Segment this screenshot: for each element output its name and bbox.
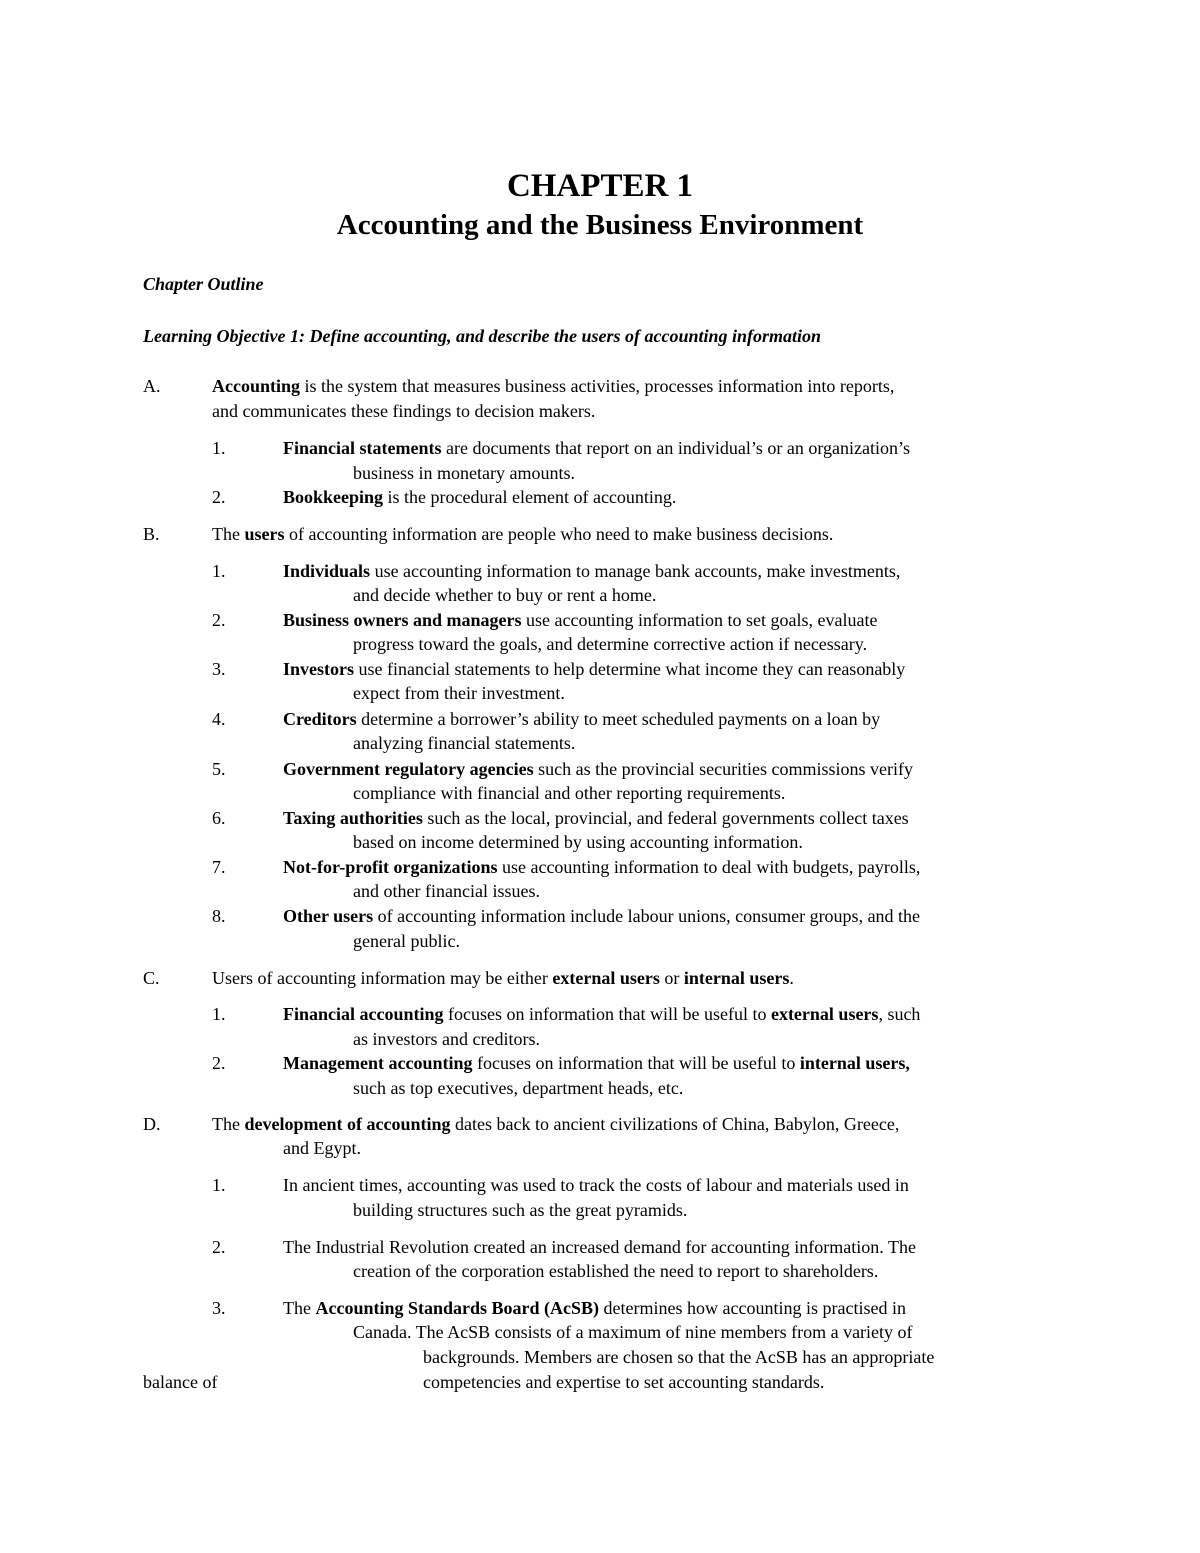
b-item-3-body: use financial statements to help determine what income they can reasonably — [354, 659, 906, 679]
b-item-3-term: Investors — [283, 659, 354, 679]
b-item-8-cont: general public. — [353, 931, 460, 951]
b-item-7-cont: and other financial issues. — [353, 881, 540, 901]
d-item-3-cont-2: backgrounds. Members are chosen so that the AcSB has an appropriate — [423, 1347, 935, 1367]
section-b-pre: The — [212, 524, 245, 544]
section-c-term-2: internal users — [683, 968, 790, 988]
c-item-1-term-2: external users — [770, 1004, 879, 1024]
b-item-1-body: use accounting information to manage bank accounts, make investments, — [370, 561, 901, 581]
a-item-2-body: is the procedural element of accounting. — [383, 487, 677, 507]
section-d-marker: D. — [143, 1114, 161, 1134]
a-item-2-term: Bookkeeping — [283, 487, 384, 507]
b-item-1-term: Individuals — [283, 561, 371, 581]
section-c-post: . — [789, 968, 794, 988]
b-item-4-body: determine a borrower’s ability to meet scheduled payments on a loan by — [356, 709, 881, 729]
b-item-5 — [283, 757, 913, 781]
section-b-body: of accounting information are people who need to make business decisions. — [284, 524, 834, 544]
a-item-1-cont: business in monetary amounts. — [353, 463, 575, 483]
b-item-3-number: 3. — [212, 659, 226, 679]
section-a-term: Accounting — [212, 376, 301, 396]
a-item-1-body: are documents that report on an individual’s or an organization’s — [441, 438, 911, 458]
c-item-2-number: 2. — [212, 1053, 226, 1073]
b-item-4-term: Creditors — [283, 709, 357, 729]
c-item-1-cont: as investors and creditors. — [353, 1029, 540, 1049]
b-item-2-body: use accounting information to set goals, evaluate — [521, 610, 878, 630]
d-item-3-cont-3: competencies and expertise to set accounting standards. — [423, 1372, 825, 1392]
b-item-8-term: Other users — [283, 906, 374, 926]
section-d-cont: and Egypt. — [283, 1138, 361, 1158]
d-item-3-term: Accounting Standards Board (AcSB) — [315, 1298, 600, 1318]
b-item-4-cont: analyzing financial statements. — [353, 733, 576, 753]
b-item-5-body: such as the provincial securities commissions verify — [533, 759, 914, 779]
d-item-3-number: 3. — [212, 1298, 226, 1318]
b-item-6-term: Taxing authorities — [283, 808, 423, 828]
b-item-7-term: Not-for-profit organizations — [283, 857, 498, 877]
section-c-text — [212, 966, 794, 990]
c-item-1 — [283, 1002, 920, 1026]
b-item-2-number: 2. — [212, 610, 226, 630]
c-item-2-term: Management accounting — [283, 1053, 473, 1073]
b-item-3 — [283, 657, 905, 681]
b-item-5-cont: compliance with financial and other reporting requirements. — [353, 783, 786, 803]
b-item-1 — [283, 559, 900, 583]
b-item-2 — [283, 608, 877, 632]
d-item-2: The Industrial Revolution created an increased demand for accounting information. The — [283, 1237, 916, 1257]
a-item-2 — [283, 485, 676, 509]
b-item-8 — [283, 904, 920, 928]
c-item-2-term-2: internal users, — [799, 1053, 910, 1073]
section-c-term-1: external users — [552, 968, 660, 988]
b-item-1-number: 1. — [212, 561, 226, 581]
c-item-1-number: 1. — [212, 1004, 226, 1024]
c-item-2-cont: such as top executives, department heads, etc. — [353, 1078, 684, 1098]
d-item-3-body: determines how accounting is practised in — [599, 1298, 906, 1318]
b-item-7-number: 7. — [212, 857, 226, 877]
b-item-6-body: such as the local, provincial, and federal governments collect taxes — [422, 808, 909, 828]
d-item-2-cont: creation of the corporation established the need to report to shareholders. — [353, 1261, 879, 1281]
section-d-body: dates back to ancient civilizations of China, Babylon, Greece, — [450, 1114, 900, 1134]
section-b-marker: B. — [143, 524, 160, 544]
a-item-2-number: 2. — [212, 487, 226, 507]
section-a-cont: and communicates these findings to decision makers. — [212, 401, 596, 421]
section-d-pre: The — [212, 1114, 245, 1134]
d-item-1-cont: building structures such as the great pyramids. — [353, 1200, 688, 1220]
c-item-1-term: Financial accounting — [283, 1004, 444, 1024]
c-item-2-body: focuses on information that will be useful to — [472, 1053, 800, 1073]
section-a-text — [212, 374, 894, 398]
b-item-8-body: of accounting information include labour unions, consumer groups, and the — [373, 906, 921, 926]
d-item-3-stray-fragment: balance of — [143, 1372, 218, 1392]
d-item-3 — [283, 1296, 906, 1320]
c-item-2 — [283, 1051, 910, 1075]
d-item-2-number: 2. — [212, 1237, 226, 1257]
section-a-body: is the system that measures business activities, processes information into reports, — [300, 376, 895, 396]
section-d-term: development of accounting — [244, 1114, 451, 1134]
d-item-3-cont: Canada. The AcSB consists of a maximum of nine members from a variety of — [353, 1322, 913, 1342]
c-item-1-body-2: , such — [878, 1004, 921, 1024]
outline-heading: Chapter Outline — [143, 274, 264, 294]
b-item-4-number: 4. — [212, 709, 226, 729]
b-item-7 — [283, 855, 920, 879]
b-item-6 — [283, 806, 909, 830]
d-item-3-pre: The — [283, 1298, 316, 1318]
b-item-2-term: Business owners and managers — [283, 610, 522, 630]
b-item-6-cont: based on income determined by using accounting information. — [353, 832, 803, 852]
d-item-1-number: 1. — [212, 1175, 226, 1195]
b-item-5-number: 5. — [212, 759, 226, 779]
chapter-subtitle: Accounting and the Business Environment — [336, 209, 864, 241]
section-b-term: users — [244, 524, 285, 544]
b-item-2-cont: progress toward the goals, and determine corrective action if necessary. — [353, 634, 868, 654]
b-item-8-number: 8. — [212, 906, 226, 926]
section-a-marker: A. — [143, 376, 161, 396]
c-item-1-body: focuses on information that will be useful to — [443, 1004, 771, 1024]
b-item-7-body: use accounting information to deal with budgets, payrolls, — [497, 857, 921, 877]
section-c-mid: or — [659, 968, 684, 988]
section-b-text — [212, 522, 833, 546]
learning-objective: Learning Objective 1: Define accounting, and describe the users of accounting information — [143, 326, 821, 346]
a-item-1 — [283, 436, 910, 460]
b-item-5-term: Government regulatory agencies — [283, 759, 534, 779]
b-item-3-cont: expect from their investment. — [353, 683, 565, 703]
b-item-1-cont: and decide whether to buy or rent a home. — [353, 585, 657, 605]
a-item-1-term: Financial statements — [283, 438, 442, 458]
section-d-text — [212, 1112, 899, 1136]
section-c-pre: Users of accounting information may be either — [212, 968, 553, 988]
section-c-marker: C. — [143, 968, 160, 988]
d-item-1: In ancient times, accounting was used to track the costs of labour and materials used in — [283, 1175, 909, 1195]
b-item-4 — [283, 707, 880, 731]
chapter-title: CHAPTER 1 — [506, 168, 694, 204]
a-item-1-number: 1. — [212, 438, 226, 458]
b-item-6-number: 6. — [212, 808, 226, 828]
